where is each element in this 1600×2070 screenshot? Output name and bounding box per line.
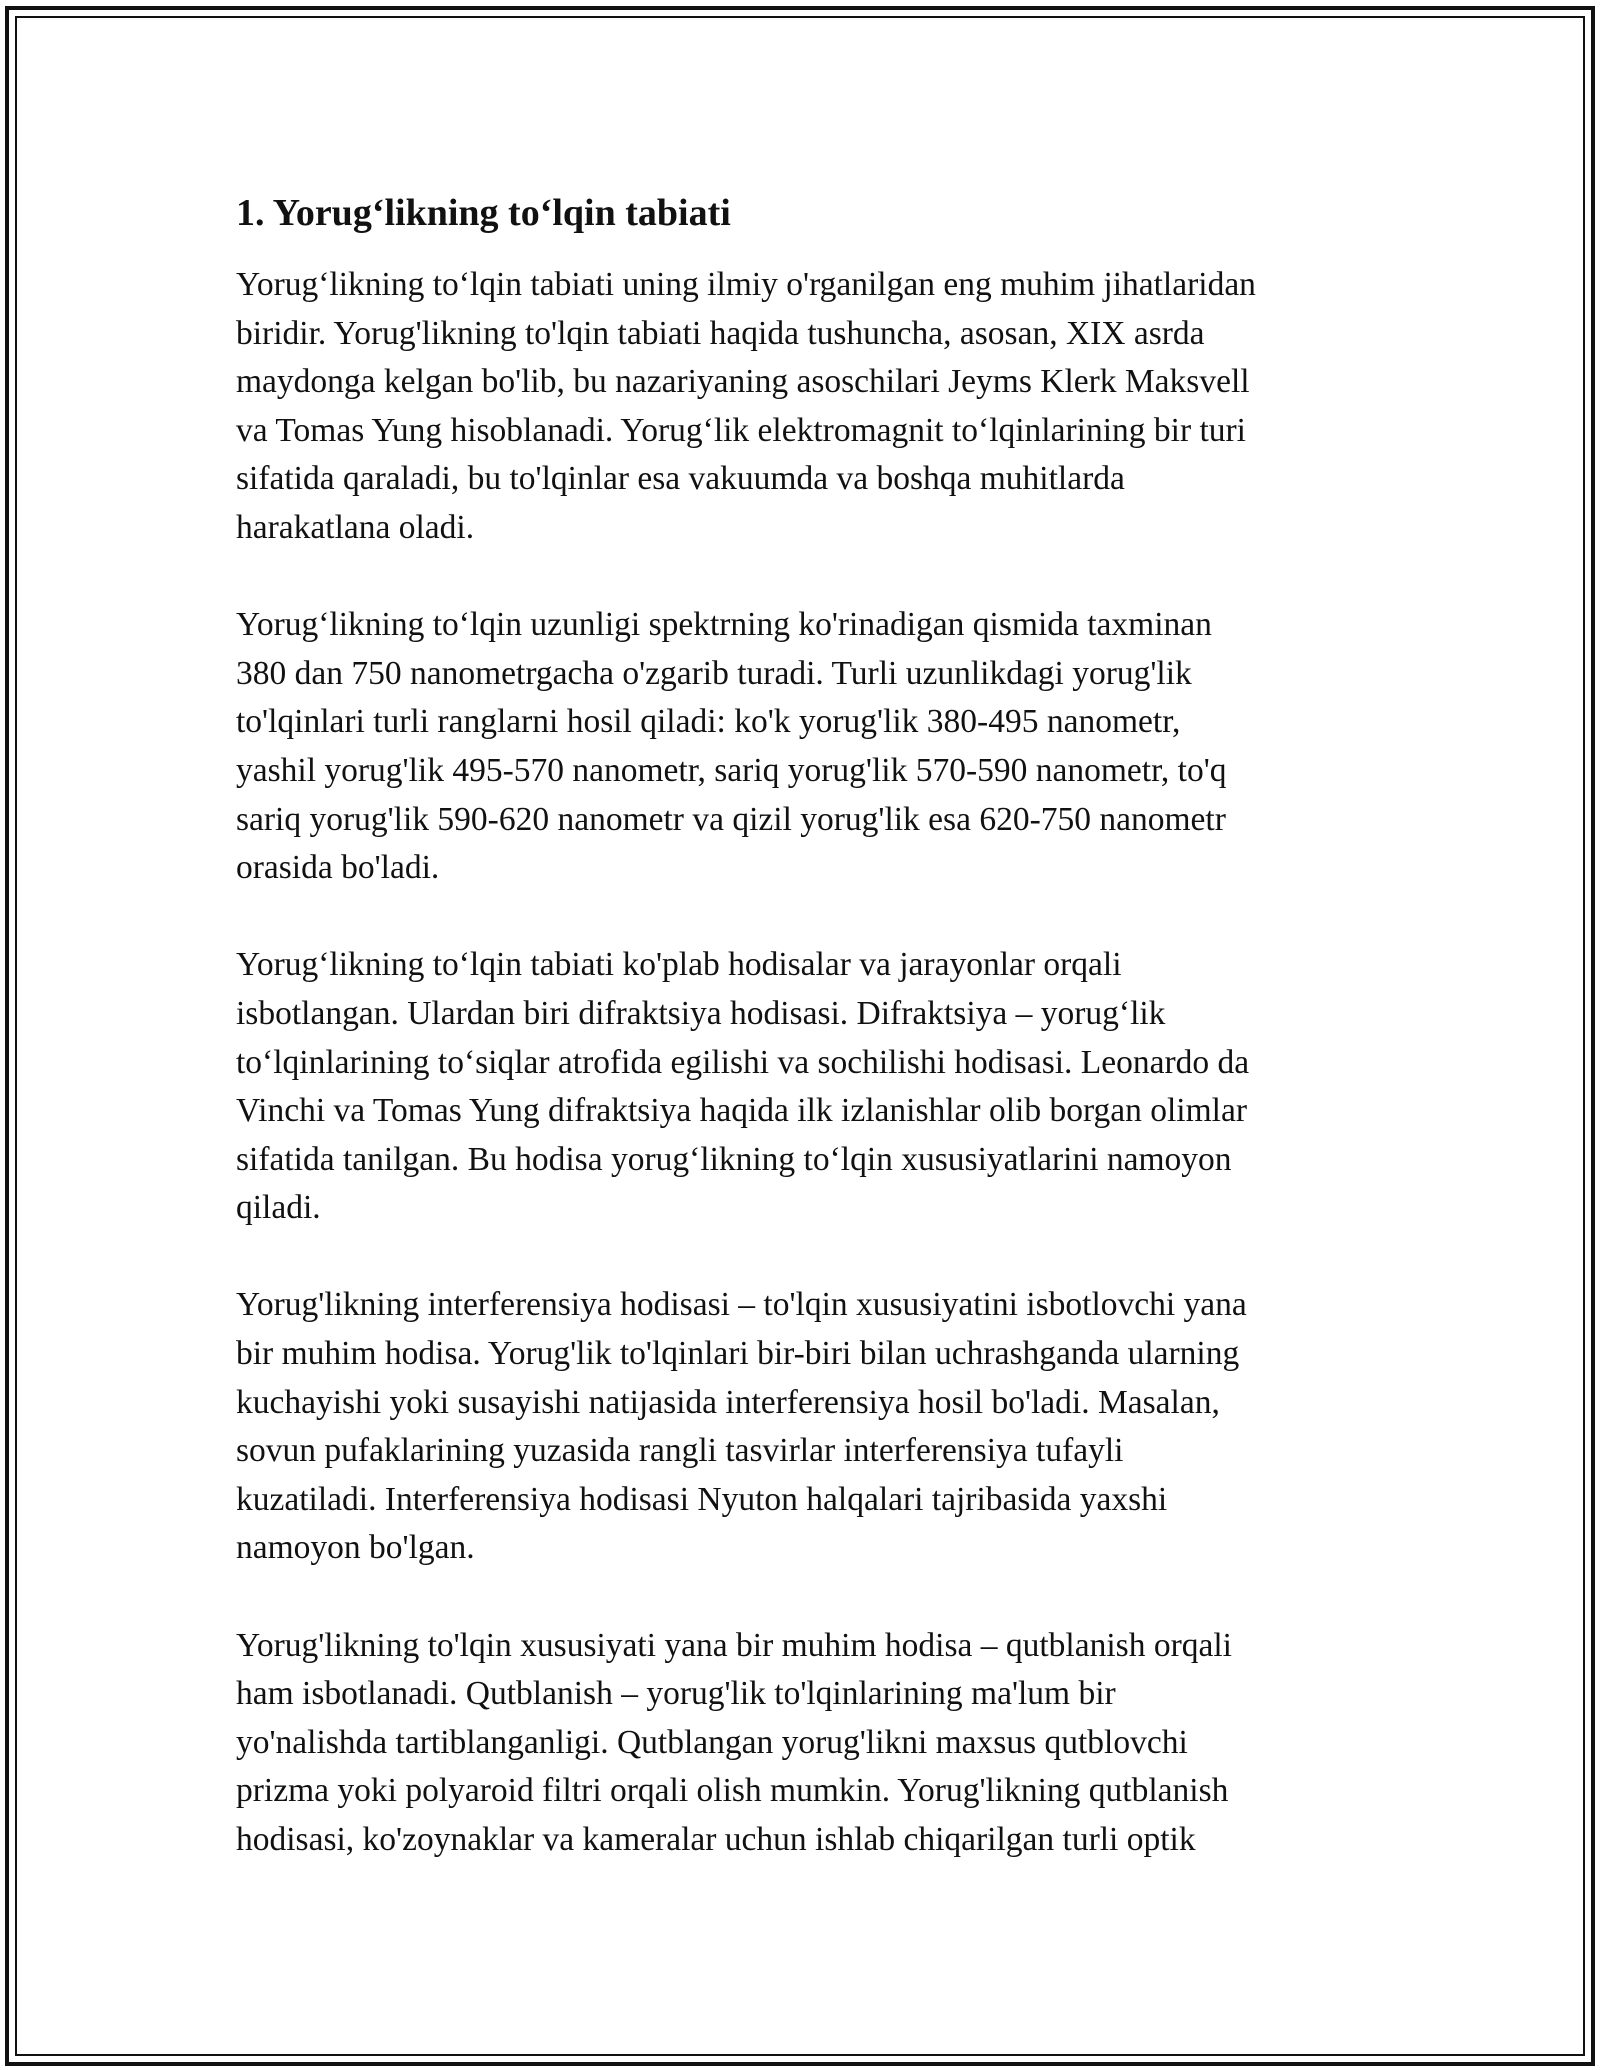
text-line: Yorug‘likning to‘lqin tabiati ko'plab hodisalar va jarayonlar orqali <box>236 946 1122 984</box>
text-line: sariq yorug'lik 590-620 nanometr va qizil yorug'lik esa 620-750 nanometr <box>236 800 1226 838</box>
text-line: kuzatiladi. Interferensiya hodisasi Nyuton halqalari tajribasida yaxshi <box>236 1480 1168 1518</box>
text-line: bir muhim hodisa. Yorug'lik to'lqinlari bir-biri bilan uchrashganda ularning <box>236 1335 1240 1373</box>
text-line: sovun pufaklarining yuzasida rangli tasvirlar interferensiya tufayli <box>236 1432 1124 1470</box>
text-line: to'lqinlari turli ranglarni hosil qiladi: ko'k yorug'lik 380-495 nanometr, <box>236 703 1181 741</box>
text-line: orasida bo'ladi. <box>236 849 440 887</box>
paragraph-interference <box>236 1281 1366 1573</box>
text-line: Yorug‘likning to‘lqin tabiati uning ilmiy o'rganilgan eng muhim jihatlaridan <box>236 266 1256 303</box>
text-line: yashil yorug'lik 495-570 nanometr, sariq yorug'lik 570-590 nanometr, to'q <box>236 751 1227 789</box>
text-line: Yorug‘likning to‘lqin uzunligi spektrning ko'rinadigan qismida taxminan <box>236 606 1212 644</box>
section-heading: 1. Yorug‘likning to‘lqin tabiati <box>236 192 731 234</box>
text-line: isbotlangan. Ulardan biri difraktsiya hodisasi. Difraktsiya – yorug‘lik <box>236 994 1166 1032</box>
text-line: 380 dan 750 nanometrgacha o'zgarib turadi. Turli uzunlikdagi yorug'lik <box>236 654 1192 692</box>
text-line: kuchayishi yoki susayishi natijasida interferensiya hosil bo'ladi. Masalan, <box>236 1383 1220 1421</box>
text-line: Yorug'likning interferensiya hodisasi – to'lqin xususiyatini isbotlovchi yana <box>236 1286 1247 1324</box>
text-line: to‘lqinlarining to‘siqlar atrofida egilishi va sochilishi hodisasi. Leonardo da <box>236 1043 1250 1081</box>
text-line: sifatida qaraladi, bu to'lqinlar esa vakuumda va boshqa muhitlarda <box>236 460 1125 498</box>
text-line: qiladi. <box>236 1189 321 1227</box>
text-line: sifatida tanilgan. Bu hodisa yorug‘likning to‘lqin xususiyatlarini namoyon <box>236 1140 1232 1178</box>
text-line: harakatlana oladi. <box>236 508 475 546</box>
text-line: biridir. Yorug'likning to'lqin tabiati haqida tushuncha, asosan, XIX asrda <box>236 314 1205 352</box>
text-line: hodisasi, ko'zoynaklar va kameralar uchun ishlab chiqarilgan turli optik <box>236 1821 1196 1858</box>
paragraph-wavelength <box>236 601 1366 893</box>
paragraph-diffraction <box>236 941 1366 1233</box>
paragraph-polarization <box>236 1622 1366 1865</box>
text-line: namoyon bo'lgan. <box>236 1529 475 1567</box>
text-line: Vinchi va Tomas Yung difraktsiya haqida ilk izlanishlar olib borgan olimlar <box>236 1092 1247 1130</box>
paragraph-wave-nature <box>236 261 1366 553</box>
text-line: Yorug'likning to'lqin xususiyati yana bir muhim hodisa – qutblanish orqali <box>236 1626 1232 1664</box>
text-line: ham isbotlanadi. Qutblanish – yorug'lik to'lqinlarining ma'lum bir <box>236 1675 1116 1713</box>
text-line: yo'nalishda tartiblanganligi. Qutblangan yorug'likni maxsus qutblovchi <box>236 1723 1188 1761</box>
text-line: maydonga kelgan bo'lib, bu nazariyaning asoschilari Jeyms Klerk Maksvell <box>236 363 1250 401</box>
document-body <box>236 185 1366 1913</box>
text-line: va Tomas Yung hisoblanadi. Yorug‘lik elektromagnit to‘lqinlarining bir turi <box>236 411 1246 449</box>
text-line: prizma yoki polyaroid filtri orqali olish mumkin. Yorug'likning qutblanish <box>236 1772 1229 1810</box>
